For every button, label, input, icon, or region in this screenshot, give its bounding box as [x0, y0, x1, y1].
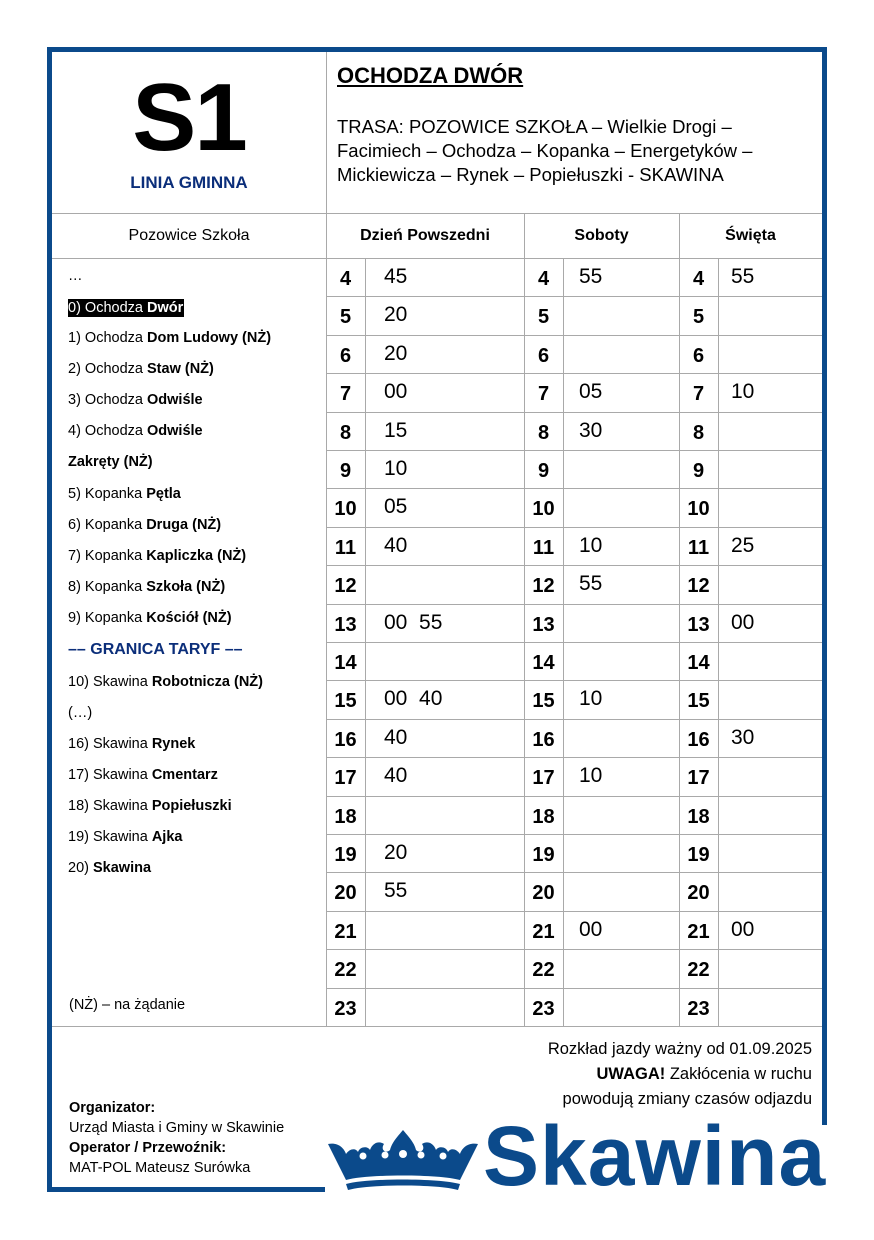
stop-prefix: …	[68, 268, 83, 284]
stop-item	[68, 268, 83, 284]
logo-wordmark: Skawina	[483, 1109, 827, 1203]
row-divider	[326, 450, 822, 451]
weekday-minutes: 00 55	[384, 611, 443, 634]
saturday-hour: 21	[532, 921, 555, 943]
stop-prefix: 6) Kopanka	[68, 517, 147, 533]
saturday-hour: 14	[532, 652, 555, 674]
row-divider	[326, 412, 822, 413]
stop-prefix: 18) Skawina	[68, 798, 152, 814]
stop-prefix: (…)	[68, 705, 93, 721]
weekday-hour: 12	[334, 575, 357, 597]
stop-prefix: 7) Kopanka	[68, 548, 147, 564]
stop-name: Skawina	[93, 860, 152, 876]
holiday-header: Święta	[725, 227, 776, 244]
saturday-hour: 4	[537, 268, 550, 290]
weekday-hour: 7	[339, 383, 352, 405]
stop-name: Druga (NŻ)	[146, 517, 222, 533]
stop-item	[68, 610, 232, 626]
stop-prefix: 3) Ochodza	[68, 392, 147, 408]
warning	[548, 1062, 812, 1087]
row-divider	[326, 527, 822, 528]
warning-text: Zakłócenia w ruchu	[665, 1065, 812, 1083]
weekday-minutes: 10	[384, 457, 408, 480]
row-divider	[326, 911, 822, 912]
weekday-hour: 20	[334, 882, 357, 904]
row-divider	[326, 604, 822, 605]
saturday-hour: 19	[532, 844, 555, 866]
holiday-minutes: 25	[731, 534, 755, 557]
holiday-hour: 22	[687, 959, 710, 981]
holiday-hour: 23	[687, 998, 710, 1020]
weekday-minutes: 00	[384, 380, 408, 403]
holiday-minutes: 55	[731, 265, 755, 288]
row-divider	[326, 796, 822, 797]
divider	[52, 258, 822, 259]
row-divider	[326, 719, 822, 720]
holiday-hour: 14	[687, 652, 710, 674]
stop-item	[68, 392, 203, 408]
weekday-minutes: 40	[384, 534, 408, 557]
stop-name: Dom Ludowy (NŻ)	[147, 330, 272, 346]
weekday-minutes: 05	[384, 495, 408, 518]
saturday-minutes: 00	[579, 918, 603, 941]
holiday-hour: 8	[692, 422, 705, 444]
row-divider	[326, 642, 822, 643]
weekday-hour: 22	[334, 959, 357, 981]
warning-line2: powodują zmiany czasów odjazdu	[562, 1090, 812, 1108]
weekday-hour: 5	[339, 306, 352, 328]
stop-prefix: 1) Ochodza	[68, 330, 147, 346]
weekday-hour: 19	[334, 844, 357, 866]
stop-name: Odwiśle	[147, 392, 203, 408]
weekday-hour: 18	[334, 806, 357, 828]
weekday-minutes: 45	[384, 265, 408, 288]
weekday-minutes: 20	[384, 303, 408, 326]
saturday-hour: 5	[537, 306, 550, 328]
holiday-minutes: 10	[731, 380, 755, 403]
saturday-hour: 9	[537, 460, 550, 482]
holiday-hour: 17	[687, 767, 710, 789]
weekday-minutes: 00 40	[384, 687, 443, 710]
stop-item	[68, 361, 214, 377]
holiday-hour: 13	[687, 614, 710, 636]
row-divider	[326, 565, 822, 566]
weekday-hour: 15	[334, 690, 357, 712]
route-line: Mickiewicza – Rynek – Popiełuszki - SKAWINA	[337, 164, 724, 185]
row-divider	[326, 488, 822, 489]
stop-name: Robotnicza (NŻ)	[151, 674, 263, 690]
stop-prefix: 10) Skawina	[68, 674, 152, 690]
saturday-hour: 10	[532, 498, 555, 520]
holiday-hour: 9	[692, 460, 705, 482]
stop-item	[68, 767, 218, 783]
saturday-hour: 7	[537, 383, 550, 405]
row-divider	[326, 988, 822, 989]
organizer-info	[69, 1098, 284, 1178]
saturday-hour: 22	[532, 959, 555, 981]
saturday-minutes: 55	[579, 572, 603, 595]
holiday-hour: 18	[687, 806, 710, 828]
stop-prefix: 9) Kopanka	[68, 610, 147, 626]
row-divider	[326, 296, 822, 297]
stop-title: OCHODZA DWÓR	[337, 63, 524, 88]
holiday-minutes: 00	[731, 918, 755, 941]
stop-name: –– GRANICA TARYF ––	[68, 641, 243, 658]
holiday-hour: 6	[692, 345, 705, 367]
stop-item	[68, 579, 225, 595]
stop-item	[68, 798, 232, 814]
stop-prefix: 20)	[68, 860, 93, 876]
row-divider	[326, 373, 822, 374]
stop-item	[68, 330, 271, 346]
operator-name: MAT-POL Mateusz Surówka	[69, 1160, 251, 1176]
saturday-minutes: 10	[579, 687, 603, 710]
organizer-name: Urząd Miasta i Gminy w Skawinie	[69, 1120, 285, 1136]
stop-item	[68, 454, 153, 470]
saturday-hour: 13	[532, 614, 555, 636]
route-description	[337, 115, 817, 187]
holiday-minutes: 30	[731, 726, 755, 749]
saturday-hour: 15	[532, 690, 555, 712]
row-divider	[326, 335, 822, 336]
operator-label: Operator / Przewoźnik:	[69, 1140, 227, 1156]
stop-prefix: 2) Ochodza	[68, 361, 147, 377]
stop-name: Odwiśle	[147, 423, 203, 439]
weekday-hour: 23	[334, 998, 357, 1020]
holiday-hour: 16	[687, 729, 710, 751]
weekday-minutes: 55	[384, 879, 408, 902]
holiday-hour: 19	[687, 844, 710, 866]
stop-name: Pętla	[146, 486, 181, 502]
stop-item	[68, 517, 221, 533]
saturday-hour: 16	[532, 729, 555, 751]
stop-name: Dwór	[147, 300, 184, 316]
saturday-hour: 11	[532, 537, 555, 559]
weekday-hour: 13	[334, 614, 357, 636]
saturday-minutes: 30	[579, 419, 603, 442]
weekday-header: Dzień Powszedni	[360, 227, 490, 244]
stop-prefix: 8) Kopanka	[68, 579, 147, 595]
weekday-hour: 4	[339, 268, 352, 290]
holiday-hour: 12	[687, 575, 710, 597]
route-line: TRASA: POZOWICE SZKOŁA – Wielkie Drogi –	[337, 116, 732, 137]
saturday-hour: 20	[532, 882, 555, 904]
saturday-minutes: 10	[579, 764, 603, 787]
saturday-minutes: 10	[579, 534, 603, 557]
holiday-hour: 10	[687, 498, 710, 520]
row-divider	[326, 757, 822, 758]
weekday-hour: 11	[334, 537, 357, 559]
saturday-hour: 8	[537, 422, 550, 444]
holiday-hour: 5	[692, 306, 705, 328]
saturday-hour: 6	[537, 345, 550, 367]
saturday-minutes: 55	[579, 265, 603, 288]
stop-prefix: 0) Ochodza	[68, 300, 147, 316]
fare-zone-boundary	[68, 641, 243, 659]
holiday-hour: 20	[687, 882, 710, 904]
weekday-minutes: 40	[384, 764, 408, 787]
stop-name: Cmentarz	[151, 767, 218, 783]
weekday-minutes: 20	[384, 342, 408, 365]
row-divider	[326, 834, 822, 835]
weekday-hour: 16	[334, 729, 357, 751]
line-number: S1	[132, 64, 246, 171]
row-divider	[326, 872, 822, 873]
stop-name: Kapliczka (NŻ)	[146, 548, 247, 564]
organizer-label: Organizator:	[69, 1100, 156, 1116]
line-type: LINIA GMINNA	[130, 173, 248, 192]
holiday-hour: 15	[687, 690, 710, 712]
stop-item	[68, 548, 246, 564]
origin-header: Pozowice Szkoła	[128, 227, 250, 244]
holiday-hour: 7	[692, 383, 705, 405]
stop-item	[68, 674, 263, 690]
stop-item	[68, 486, 181, 502]
stop-name: Ajka	[151, 829, 183, 845]
stop-name: Zakręty (NŻ)	[68, 454, 153, 470]
saturday-hour: 17	[532, 767, 555, 789]
stop-item	[68, 829, 182, 845]
weekday-hour: 9	[339, 460, 352, 482]
saturday-header: Soboty	[574, 227, 629, 244]
weekday-minutes: 40	[384, 726, 408, 749]
stop-name: Szkoła (NŻ)	[146, 579, 226, 595]
stop-item	[68, 705, 92, 721]
warning-label: UWAGA!	[596, 1065, 666, 1083]
holiday-hour: 11	[687, 537, 710, 559]
saturday-hour: 18	[532, 806, 555, 828]
stop-prefix: 19) Skawina	[68, 829, 152, 845]
valid-from: Rozkład jazdy ważny od 01.09.2025	[547, 1040, 812, 1058]
holiday-hour: 21	[687, 921, 710, 943]
stop-name: Popiełuszki	[151, 798, 232, 814]
saturday-minutes: 05	[579, 380, 603, 403]
holiday-minutes: 00	[731, 611, 755, 634]
divider	[52, 1026, 822, 1027]
stop-item	[68, 860, 151, 876]
weekday-hour: 17	[334, 767, 357, 789]
weekday-hour: 21	[334, 921, 357, 943]
stop-prefix: 17) Skawina	[68, 767, 152, 783]
stop-prefix: 16) Skawina	[68, 736, 152, 752]
weekday-hour: 8	[339, 422, 352, 444]
row-divider	[326, 949, 822, 950]
crown-icon	[328, 1130, 478, 1192]
route-line: Facimiech – Ochodza – Kopanka – Energetyków –	[337, 140, 753, 161]
stop-name: Rynek	[151, 736, 196, 752]
saturday-hour: 23	[532, 998, 555, 1020]
row-divider	[326, 680, 822, 681]
weekday-minutes: 15	[384, 419, 408, 442]
stop-prefix: 4) Ochodza	[68, 423, 147, 439]
weekday-hour: 6	[339, 345, 352, 367]
saturday-hour: 12	[532, 575, 555, 597]
weekday-minutes: 20	[384, 841, 408, 864]
validity-notice	[548, 1037, 812, 1112]
current-stop	[68, 299, 184, 317]
stop-item	[68, 423, 203, 439]
stop-name: Staw (NŻ)	[147, 361, 214, 377]
stop-name: Kościół (NŻ)	[146, 610, 232, 626]
weekday-hour: 14	[334, 652, 357, 674]
stop-item	[68, 736, 195, 752]
legend-note: (NŻ) – na żądanie	[69, 997, 186, 1013]
weekday-hour: 10	[334, 498, 357, 520]
stop-prefix: 5) Kopanka	[68, 486, 147, 502]
holiday-hour: 4	[692, 268, 705, 290]
